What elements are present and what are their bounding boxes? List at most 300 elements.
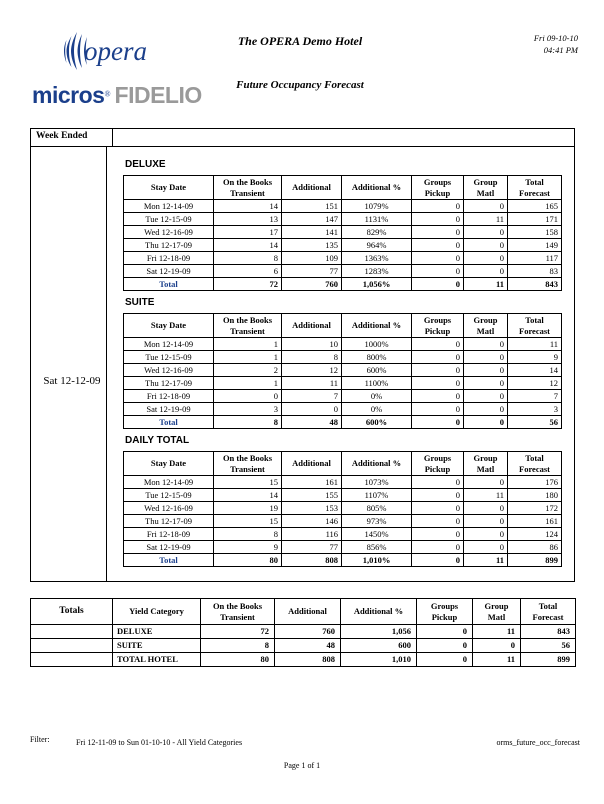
cell-spacer <box>31 653 113 667</box>
cell-stay-date: Mon 12-14-09 <box>124 200 214 213</box>
col-label-l2: Forecast <box>519 463 550 474</box>
cell-groups-pickup: 0 <box>412 528 464 541</box>
report-id: orms_future_occ_forecast <box>496 738 580 747</box>
cell-total-forecast: 86 <box>508 541 562 554</box>
cell-total-on-the-books: 8 <box>214 416 282 429</box>
cell-additional-pct: 973% <box>342 515 412 528</box>
week-ended-value: Sat 12-12-09 <box>43 375 101 387</box>
cell-groups-pickup: 0 <box>412 338 464 351</box>
report-header <box>0 22 604 122</box>
cell-total-additional: 808 <box>282 554 342 567</box>
table-total-row <box>124 554 562 567</box>
col-label-l1: Additional <box>288 606 327 616</box>
col-label-l1: On the Books <box>222 452 273 463</box>
cell-groups-pickup: 0 <box>412 252 464 265</box>
cell-stay-date: Thu 12-17-09 <box>124 239 214 252</box>
col-label-l1: Groups <box>423 176 452 187</box>
cell-total-label: Total <box>124 416 214 429</box>
cell-additional: 109 <box>282 252 342 265</box>
cell-on-the-books: 72 <box>201 625 275 639</box>
col-additional-pct <box>342 314 412 338</box>
col-label-l1: Additional <box>292 320 331 330</box>
cell-total-forecast: 83 <box>508 265 562 278</box>
col-groups-pickup <box>412 452 464 476</box>
totals-row <box>31 625 576 639</box>
col-groups-pickup <box>412 176 464 200</box>
cell-group-matl: 11 <box>464 213 508 226</box>
table-total-row <box>124 416 562 429</box>
col-group-matl <box>464 314 508 338</box>
cell-stay-date: Fri 12-18-09 <box>124 528 214 541</box>
cell-groups-pickup: 0 <box>417 625 473 639</box>
cell-additional: 146 <box>282 515 342 528</box>
cell-additional: 77 <box>282 265 342 278</box>
col-yield-category <box>113 599 201 625</box>
cell-total-forecast: 180 <box>508 489 562 502</box>
cell-additional: 147 <box>282 213 342 226</box>
cell-on-the-books: 0 <box>214 390 282 403</box>
cell-total-forecast: 11 <box>508 338 562 351</box>
col-label-l1: Group <box>484 600 509 611</box>
cell-group-matl: 0 <box>464 502 508 515</box>
cell-total-forecast: 171 <box>508 213 562 226</box>
col-label-l2: Transient <box>230 187 265 198</box>
cell-additional: 8 <box>282 351 342 364</box>
cell-total-on-the-books: 72 <box>214 278 282 291</box>
cell-additional-pct: 1000% <box>342 338 412 351</box>
print-datetime <box>534 32 578 56</box>
col-label-l1: Groups <box>430 600 459 611</box>
col-on-the-books <box>214 452 282 476</box>
cell-additional-pct: 964% <box>342 239 412 252</box>
cell-total-forecast: 899 <box>521 653 576 667</box>
cell-additional-pct: 1363% <box>342 252 412 265</box>
cell-total-forecast: 9 <box>508 351 562 364</box>
col-label-l1: Total <box>525 452 544 463</box>
cell-group-matl: 0 <box>464 226 508 239</box>
cell-additional-pct: 1,010 <box>341 653 417 667</box>
cell-yield-category: SUITE <box>113 639 201 653</box>
col-additional <box>282 452 342 476</box>
table-row <box>124 489 562 502</box>
hotel-name: The OPERA Demo Hotel <box>237 34 363 48</box>
cell-total-forecast: 176 <box>508 476 562 489</box>
col-label-l1: Groups <box>423 452 452 463</box>
cell-group-matl: 0 <box>464 377 508 390</box>
cell-total-additional: 48 <box>282 416 342 429</box>
cell-additional: 151 <box>282 200 342 213</box>
cell-total-forecast: 149 <box>508 239 562 252</box>
col-additional-pct <box>342 176 412 200</box>
cell-additional-pct: 1,056 <box>341 625 417 639</box>
col-on-the-books <box>201 599 275 625</box>
cell-additional-pct: 1073% <box>342 476 412 489</box>
cell-yield-category: TOTAL HOTEL <box>113 653 201 667</box>
table-header-row <box>124 452 562 476</box>
col-label-l1: Groups <box>423 314 452 325</box>
cell-spacer <box>31 625 113 639</box>
col-additional <box>275 599 341 625</box>
forecast-table-suite <box>123 313 562 429</box>
cell-additional: 7 <box>282 390 342 403</box>
cell-additional: 11 <box>282 377 342 390</box>
col-total-forecast <box>508 452 562 476</box>
cell-total-on-the-books: 80 <box>214 554 282 567</box>
col-total-forecast <box>508 176 562 200</box>
col-label-l2: Pickup <box>424 325 451 336</box>
col-label-l2: Matl <box>476 463 495 474</box>
cell-additional: 153 <box>282 502 342 515</box>
col-groups-pickup <box>412 314 464 338</box>
cell-spacer <box>31 639 113 653</box>
cell-total-forecast: 158 <box>508 226 562 239</box>
cell-group-matl: 0 <box>464 541 508 554</box>
cell-additional: 0 <box>282 403 342 416</box>
cell-additional-pct: 805% <box>342 502 412 515</box>
cell-additional: 155 <box>282 489 342 502</box>
cell-group-matl: 0 <box>464 252 508 265</box>
col-label-l2: Transient <box>230 325 265 336</box>
cell-group-matl: 0 <box>464 351 508 364</box>
cell-total-group-matl: 11 <box>464 278 508 291</box>
totals-row <box>31 639 576 653</box>
col-label-l1: Additional % <box>351 182 402 192</box>
cell-on-the-books: 1 <box>214 377 282 390</box>
col-label-l1: Stay Date <box>150 182 187 192</box>
cell-total-label: Total <box>124 554 214 567</box>
cell-total-additional-pct: 1,056% <box>342 278 412 291</box>
cell-on-the-books: 17 <box>214 226 282 239</box>
cell-stay-date: Sat 12-19-09 <box>124 403 214 416</box>
col-label-l1: On the Books <box>222 314 273 325</box>
col-label-l1: Additional % <box>351 458 402 468</box>
col-total-forecast <box>521 599 576 625</box>
col-on-the-books <box>214 176 282 200</box>
cell-additional: 760 <box>275 625 341 639</box>
cell-groups-pickup: 0 <box>412 476 464 489</box>
col-label-l1: Group <box>473 452 498 463</box>
col-additional-pct <box>341 599 417 625</box>
table-header-row <box>124 314 562 338</box>
cell-on-the-books: 15 <box>214 515 282 528</box>
table-row <box>124 200 562 213</box>
cell-on-the-books: 6 <box>214 265 282 278</box>
cell-groups-pickup: 0 <box>412 364 464 377</box>
table-row <box>124 338 562 351</box>
cell-total-label: Total <box>124 278 214 291</box>
cell-additional-pct: 0% <box>342 403 412 416</box>
totals-header-row <box>31 599 576 625</box>
cell-additional-pct: 600 <box>341 639 417 653</box>
micros-wordmark: micros <box>32 82 105 108</box>
cell-on-the-books: 14 <box>214 239 282 252</box>
cell-total-additional-pct: 1,010% <box>342 554 412 567</box>
table-row <box>124 226 562 239</box>
cell-on-the-books: 8 <box>214 252 282 265</box>
table-row <box>124 476 562 489</box>
cell-total-forecast: 117 <box>508 252 562 265</box>
cell-total-total-forecast: 843 <box>508 278 562 291</box>
week-ended-row <box>31 129 574 147</box>
cell-stay-date: Thu 12-17-09 <box>124 377 214 390</box>
cell-group-matl: 0 <box>464 200 508 213</box>
col-label-l1: Additional % <box>351 320 402 330</box>
cell-group-matl: 11 <box>473 653 521 667</box>
col-label-l2: Matl <box>487 611 506 622</box>
col-total-forecast <box>508 314 562 338</box>
cell-groups-pickup: 0 <box>412 200 464 213</box>
col-label-l2: Forecast <box>532 611 564 622</box>
cell-group-matl: 11 <box>464 489 508 502</box>
cell-total-forecast: 172 <box>508 502 562 515</box>
cell-total-group-matl: 0 <box>464 416 508 429</box>
col-stay-date <box>124 176 214 200</box>
cell-on-the-books: 1 <box>214 338 282 351</box>
table-total-row <box>124 278 562 291</box>
fidelio-wordmark: FIDELIO <box>114 82 202 108</box>
print-date: Fri 09-10-10 <box>533 33 578 43</box>
cell-stay-date: Thu 12-17-09 <box>124 515 214 528</box>
registered-mark-icon: ® <box>104 89 111 99</box>
col-label-l1: On the Books <box>212 600 263 611</box>
cell-group-matl: 0 <box>464 265 508 278</box>
cell-total-forecast: 7 <box>508 390 562 403</box>
forecast-body <box>31 147 574 581</box>
cell-stay-date: Sat 12-19-09 <box>124 541 214 554</box>
cell-on-the-books: 1 <box>214 351 282 364</box>
cell-groups-pickup: 0 <box>412 541 464 554</box>
print-time: 04:41 PM <box>543 45 578 55</box>
cell-total-total-forecast: 899 <box>508 554 562 567</box>
table-header-row <box>124 176 562 200</box>
cell-additional-pct: 800% <box>342 351 412 364</box>
col-label-l1: Yield Category <box>129 606 184 616</box>
table-row <box>124 213 562 226</box>
cell-additional-pct: 0% <box>342 390 412 403</box>
totals-section <box>30 598 575 667</box>
cell-stay-date: Mon 12-14-09 <box>124 476 214 489</box>
cell-total-forecast: 165 <box>508 200 562 213</box>
cell-stay-date: Wed 12-16-09 <box>124 226 214 239</box>
forecast-frame <box>30 128 575 582</box>
cell-group-matl: 0 <box>464 239 508 252</box>
cell-stay-date: Tue 12-15-09 <box>124 351 214 364</box>
cell-on-the-books: 3 <box>214 403 282 416</box>
cell-additional: 135 <box>282 239 342 252</box>
cell-total-groups-pickup: 0 <box>412 554 464 567</box>
col-label-l2: Pickup <box>424 187 451 198</box>
cell-additional-pct: 829% <box>342 226 412 239</box>
cell-yield-category: DELUXE <box>113 625 201 639</box>
col-label-l1: Total <box>538 600 558 611</box>
cell-stay-date: Wed 12-16-09 <box>124 364 214 377</box>
cell-groups-pickup: 0 <box>412 213 464 226</box>
cell-group-matl: 0 <box>464 390 508 403</box>
table-row <box>124 364 562 377</box>
cell-on-the-books: 14 <box>214 489 282 502</box>
cell-stay-date: Mon 12-14-09 <box>124 338 214 351</box>
cell-additional: 116 <box>282 528 342 541</box>
cell-on-the-books: 19 <box>214 502 282 515</box>
cell-additional: 161 <box>282 476 342 489</box>
table-row <box>124 252 562 265</box>
table-row <box>124 239 562 252</box>
cell-groups-pickup: 0 <box>412 265 464 278</box>
cell-stay-date: Sat 12-19-09 <box>124 265 214 278</box>
cell-additional-pct: 1079% <box>342 200 412 213</box>
cell-on-the-books: 9 <box>214 541 282 554</box>
week-ended-blank <box>113 129 574 146</box>
cell-additional-pct: 1100% <box>342 377 412 390</box>
cell-on-the-books: 8 <box>201 639 275 653</box>
cell-additional: 48 <box>275 639 341 653</box>
page-number: Page 1 of 1 <box>283 761 321 770</box>
col-label-l2: Pickup <box>424 463 451 474</box>
cell-total-forecast: 12 <box>508 377 562 390</box>
section-title-deluxe: DELUXE <box>125 159 166 170</box>
table-row <box>124 541 562 554</box>
cell-group-matl: 11 <box>473 625 521 639</box>
cell-on-the-books: 80 <box>201 653 275 667</box>
totals-row <box>31 653 576 667</box>
cell-groups-pickup: 0 <box>417 639 473 653</box>
table-row <box>124 403 562 416</box>
table-row <box>124 502 562 515</box>
cell-total-group-matl: 11 <box>464 554 508 567</box>
cell-total-additional-pct: 600% <box>342 416 412 429</box>
cell-total-additional: 760 <box>282 278 342 291</box>
week-ended-value-column <box>31 147 107 581</box>
cell-groups-pickup: 0 <box>412 239 464 252</box>
col-label-l2: Pickup <box>431 611 458 622</box>
col-additional <box>282 314 342 338</box>
col-label-l1: Group <box>473 176 498 187</box>
totals-table <box>30 598 576 667</box>
cell-total-forecast: 124 <box>508 528 562 541</box>
cell-groups-pickup: 0 <box>412 489 464 502</box>
cell-stay-date: Wed 12-16-09 <box>124 502 214 515</box>
cell-total-forecast: 56 <box>521 639 576 653</box>
table-row <box>124 351 562 364</box>
cell-group-matl: 0 <box>464 476 508 489</box>
cell-group-matl: 0 <box>473 639 521 653</box>
table-row <box>124 265 562 278</box>
col-stay-date <box>124 452 214 476</box>
cell-groups-pickup: 0 <box>412 351 464 364</box>
week-ended-label: Week Ended <box>31 129 113 146</box>
cell-total-forecast: 14 <box>508 364 562 377</box>
cell-on-the-books: 13 <box>214 213 282 226</box>
table-row <box>124 390 562 403</box>
cell-stay-date: Tue 12-15-09 <box>124 213 214 226</box>
col-label-l2: Forecast <box>519 187 550 198</box>
cell-total-groups-pickup: 0 <box>412 278 464 291</box>
col-label-l2: Forecast <box>519 325 550 336</box>
forecast-table-deluxe <box>123 175 562 291</box>
table-row <box>124 528 562 541</box>
cell-total-total-forecast: 56 <box>508 416 562 429</box>
cell-on-the-books: 15 <box>214 476 282 489</box>
cell-groups-pickup: 0 <box>412 377 464 390</box>
col-label-l1: Stay Date <box>150 458 187 468</box>
cell-total-forecast: 161 <box>508 515 562 528</box>
cell-on-the-books: 14 <box>214 200 282 213</box>
table-row <box>124 377 562 390</box>
cell-on-the-books: 8 <box>214 528 282 541</box>
cell-additional-pct: 1131% <box>342 213 412 226</box>
cell-additional-pct: 1450% <box>342 528 412 541</box>
col-on-the-books <box>214 314 282 338</box>
cell-stay-date: Fri 12-18-09 <box>124 390 214 403</box>
cell-additional: 12 <box>282 364 342 377</box>
cell-total-forecast: 843 <box>521 625 576 639</box>
cell-stay-date: Tue 12-15-09 <box>124 489 214 502</box>
cell-group-matl: 0 <box>464 515 508 528</box>
cell-additional-pct: 600% <box>342 364 412 377</box>
filter-text: Fri 12-11-09 to Sun 01-10-10 - All Yield Categories <box>76 738 243 747</box>
col-label-l1: Total <box>525 314 544 325</box>
cell-additional: 141 <box>282 226 342 239</box>
cell-on-the-books: 2 <box>214 364 282 377</box>
cell-additional-pct: 1107% <box>342 489 412 502</box>
col-label-l2: Matl <box>476 325 495 336</box>
col-group-matl <box>464 452 508 476</box>
col-additional <box>282 176 342 200</box>
col-label-l2: Transient <box>230 463 265 474</box>
cell-additional: 77 <box>282 541 342 554</box>
col-label-l1: Stay Date <box>150 320 187 330</box>
col-label-l1: Total <box>525 176 544 187</box>
cell-group-matl: 0 <box>464 364 508 377</box>
title-block <box>150 34 450 91</box>
col-label-l1: On the Books <box>222 176 273 187</box>
col-label-l1: Additional <box>292 182 331 192</box>
col-additional-pct <box>342 452 412 476</box>
cell-groups-pickup: 0 <box>412 515 464 528</box>
table-row <box>124 515 562 528</box>
forecast-table-daily-total <box>123 451 562 567</box>
cell-group-matl: 0 <box>464 403 508 416</box>
cell-stay-date: Fri 12-18-09 <box>124 252 214 265</box>
cell-groups-pickup: 0 <box>412 226 464 239</box>
cell-group-matl: 0 <box>464 338 508 351</box>
cell-group-matl: 0 <box>464 528 508 541</box>
cell-additional: 808 <box>275 653 341 667</box>
cell-groups-pickup: 0 <box>412 502 464 515</box>
cell-groups-pickup: 0 <box>412 403 464 416</box>
col-stay-date <box>124 314 214 338</box>
col-groups-pickup <box>417 599 473 625</box>
cell-additional-pct: 1283% <box>342 265 412 278</box>
col-label-l1: Additional % <box>353 606 404 616</box>
cell-total-groups-pickup: 0 <box>412 416 464 429</box>
section-title-suite: SUITE <box>125 297 155 308</box>
col-label-l1: Group <box>473 314 498 325</box>
col-group-matl <box>464 176 508 200</box>
sections-column <box>107 147 574 581</box>
filter-label: Filter: <box>30 735 50 744</box>
cell-total-forecast: 3 <box>508 403 562 416</box>
section-title-daily-total: DAILY TOTAL <box>125 435 190 446</box>
cell-additional-pct: 856% <box>342 541 412 554</box>
cell-groups-pickup: 0 <box>417 653 473 667</box>
cell-groups-pickup: 0 <box>412 390 464 403</box>
col-label-l2: Transient <box>220 611 255 622</box>
cell-additional: 10 <box>282 338 342 351</box>
col-totals: Totals <box>31 599 113 625</box>
report-title: Future Occupancy Forecast <box>236 79 364 91</box>
col-label-l1: Additional <box>292 458 331 468</box>
